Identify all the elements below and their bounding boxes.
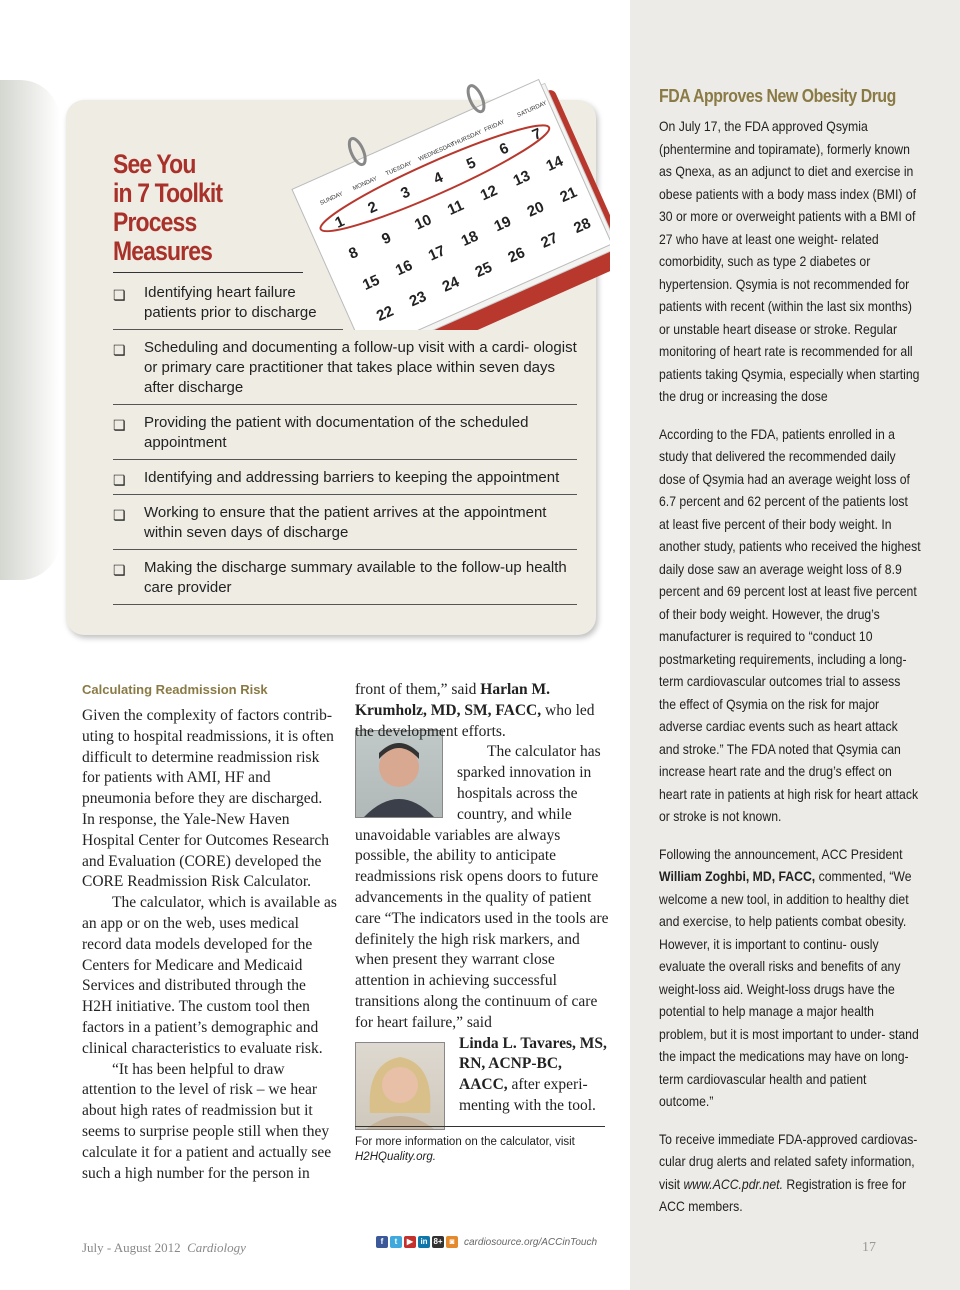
checklist-item-text: Scheduling and documenting a follow-up visit with a cardi- ologist or primary care practitioner that takes place within seven days after discharge [144, 339, 577, 396]
calendar-day-label: SATURDAY [516, 100, 549, 119]
calendar-date: 25 [472, 258, 495, 282]
toolkit-title-line: Measures [113, 236, 213, 266]
calendar-date: 8 [346, 243, 361, 263]
checklist-item [113, 336, 577, 405]
calendar-date: 3 [398, 183, 413, 203]
toolkit-title-line: in 7 Toolkit [113, 178, 223, 208]
sidebar-paragraph: According to the FDA, patients enrolled in a study that delivered the recommended daily dose of Qsymia had an average weight loss of 6.7 percent and 62 percent of the patients lost at least five percent of their body weight. In another study, patients who received the highest daily dose saw an average weight loss of 8.9 percent and 69 percent lost at least five percent of their body weight. However, the drug’s manufacturer is required to “conduct 10 postmarketing requirements, including a long-term cardiovascular outcomes trial to assess the effect of Qsymia on the risk for major adverse cardiac events such as heart attack and stroke.” The FDA noted that Qsymia can increase heart rate and the drug’s effect on heart rate in patients at high risk for heart attack or stroke is not known. [659, 426, 921, 824]
more-info-text: For more information on the calculator, visit [355, 1136, 575, 1148]
page-number: 17 [862, 1240, 876, 1255]
toolkit-checklist [113, 281, 578, 611]
calendar-day-label: WEDNESDAY [417, 141, 456, 163]
checkbox-icon: ❏ [113, 417, 126, 433]
footer-issue [82, 1240, 246, 1256]
portrait-icon [356, 1043, 444, 1129]
checklist-item [113, 556, 577, 605]
article-paragraph: Given the complexity of factors contrib- uting to hospital readmissions, it is often difficult to determine readmission risk for patients with AMI, HF and pneumonia before they are discharged. In response, the Yale-New Haven Hospital Center for Outcomes Research and Evaluation (CORE) developed the CORE Readmission Risk Calculator. [82, 707, 334, 891]
calendar-date: 10 [412, 211, 435, 234]
twitter-icon[interactable]: t [390, 1236, 402, 1248]
calendar-day-label: MONDAY [352, 176, 379, 193]
calendar-date: 23 [406, 287, 429, 311]
calendar-day-label: THURSDAY [450, 129, 483, 149]
title-divider [113, 272, 303, 273]
footer-date: July - August 2012 [82, 1240, 181, 1255]
acc-pdr-link[interactable]: www.ACC.pdr.net. [683, 1176, 783, 1192]
sidebar-paragraph [659, 844, 921, 1114]
footer-social [376, 1236, 597, 1248]
sidebar-text: Registration is free for ACC members. [659, 1176, 907, 1214]
article-paragraph: “It has been helpful to draw attention to the level of risk – we hear about high rates of readmission but it seems to surprise people still when they calculate it for a patient and actually see such a high number for the person in [82, 1060, 332, 1182]
krumholz-photo [355, 730, 443, 818]
calendar-date: 27 [538, 229, 561, 252]
calendar-date: 11 [444, 196, 467, 219]
calendar-date: 5 [463, 154, 479, 174]
calendar-date: 6 [496, 139, 512, 159]
calendar-date: 18 [458, 227, 481, 250]
calendar-date: 28 [571, 214, 594, 238]
calendar-date: 22 [373, 302, 397, 325]
article-text: who led the development efforts. [355, 701, 595, 740]
sidebar-text: Following the announcement, ACC President [659, 846, 903, 862]
info-divider [355, 1126, 605, 1127]
checklist-item-text: Identifying heart failure patients prior to discharge [144, 284, 317, 321]
more-info-note [355, 1135, 610, 1165]
calendar-date: 24 [439, 273, 462, 296]
article-text: front of them,” said [355, 681, 481, 698]
calendar-date: 17 [425, 242, 449, 265]
calendar-date: 14 [543, 152, 566, 175]
tavares-photo [355, 1042, 445, 1130]
checklist-item-text: Making the discharge summary available to the follow-up health care provider [144, 559, 567, 596]
calendar-date: 9 [379, 229, 394, 249]
h2h-link[interactable]: H2HQuality.org. [355, 1151, 436, 1163]
article-column-2 [355, 680, 610, 1136]
calendar-date: 12 [477, 181, 500, 205]
sidebar-text: To receive immediate FDA-approved cardiovas- cular drug alerts and related safety information, visit [659, 1131, 918, 1192]
decorative-image-edge [0, 80, 60, 580]
toolkit-title [113, 150, 283, 266]
rss-icon[interactable]: ◙ [446, 1236, 458, 1248]
person-name: Linda L. Tavares, MS, RN, ACNP-BC, AACC, [459, 1034, 607, 1094]
calendar-day-label: FRIDAY [483, 119, 506, 134]
article-text: The calculator has sparked innovation in hospitals across the country, and while unavoidable variables are always possible, the ability to anticipate readmissions risk opens doors to future advancements in the quality of patient care “The indicators used in the tools are definitely the high risk markers, and when present they warrant close attention in achieving successful transitions along the continuum of care for heart failure,” said [355, 743, 609, 1031]
facebook-icon[interactable]: f [376, 1236, 388, 1248]
calendar-date: 19 [491, 212, 514, 236]
footer-url[interactable]: cardiosource.org/ACCinTouch [464, 1236, 598, 1248]
person-name: Harlan M. Krumholz, MD, SM, FACC, [355, 681, 551, 719]
calendar-date: 20 [524, 198, 547, 221]
checklist-item [113, 281, 343, 330]
checkbox-icon: ❏ [113, 287, 126, 303]
article-heading: Calculating Readmission Risk [82, 682, 268, 697]
calendar-date: 1 [332, 212, 347, 232]
article-paragraph [355, 680, 610, 742]
footer-magazine: Cardiology [187, 1240, 246, 1255]
calendar-day-label: SUNDAY [319, 191, 345, 207]
youtube-icon[interactable]: ▶ [404, 1236, 416, 1248]
sidebar-title: FDA Approves New Obesity Drug [659, 86, 896, 106]
checkbox-icon: ❏ [113, 507, 126, 523]
sidebar-paragraph: On July 17, the FDA approved Qsymia (phentermine and topiramate), formerly known as Qnexa, as an adjunct to diet and exercise in obese patients with a body mass index (BMI) of 30 or more or overweight patients with a BMI of 27 who have at least one weight- related comorbidity, such as type 2 diabetes or hypertension. Qsymia is not recommended for patients with recent (within the last six months) or unstable heart disease or stroke. Regular monitoring of heart rate is recommended for all patients taking Qsymia, especially when starting the drug or increasing the dose [659, 119, 920, 404]
checklist-item [113, 501, 577, 550]
portrait-icon [356, 731, 442, 817]
sidebar-body [659, 116, 921, 1234]
checkbox-icon: ❏ [113, 562, 126, 578]
article-text: after experi- menting with the tool. [459, 1076, 596, 1114]
calendar-date: 7 [529, 124, 545, 144]
calendar-date: 21 [557, 183, 580, 207]
toolkit-title-line: See You [113, 149, 196, 179]
calendar-date: 15 [360, 271, 383, 294]
calendar-date: 2 [365, 198, 380, 218]
checklist-item-text: Working to ensure that the patient arrives at the appointment within seven days of discharge [144, 504, 547, 541]
person-name: William Zoghbi, MD, FACC, [659, 869, 816, 884]
checkbox-icon: ❏ [113, 472, 126, 488]
linkedin-icon[interactable]: in [418, 1236, 430, 1248]
checklist-item [113, 411, 577, 460]
checklist-item-text: Identifying and addressing barriers to keeping the appointment [144, 469, 560, 486]
googleplus-icon[interactable]: 8+ [433, 1237, 443, 1246]
checklist-item [113, 466, 577, 495]
checkbox-icon: ❏ [113, 342, 126, 358]
calendar-date: 4 [431, 168, 446, 188]
sidebar-paragraph [659, 1129, 921, 1219]
sidebar-text: commented, “We welcome a new tool, in addition to healthy diet and exercise, to help patients combat obesity. However, it is important to continu- ously evaluate the overall risks and benefits of any weight-loss aid. Weight-loss drugs have the potential to help manage a major health problem, but it is most important to under- stand the impact the medications may have on long-term cardiovascular health and patient outcome.” [659, 869, 919, 1109]
article-paragraph: The calculator, which is available as an app or on the web, uses medical record data models developed for the Centers for Medicare and Medicaid Services and distributed through the H2H initiative. The custom tool then factors in a patient’s demographic and clinical characteristics to evaluate risk. [82, 894, 337, 1057]
article-column-1 [82, 706, 337, 1184]
calendar-date: 13 [510, 167, 533, 190]
toolkit-title-line: Process [113, 207, 197, 237]
checklist-item-text: Providing the patient with documentation of the scheduled appointment [144, 414, 529, 451]
calendar-day-label: TUESDAY [384, 160, 413, 178]
calendar-date: 16 [392, 256, 416, 280]
calendar-date: 26 [505, 244, 528, 267]
